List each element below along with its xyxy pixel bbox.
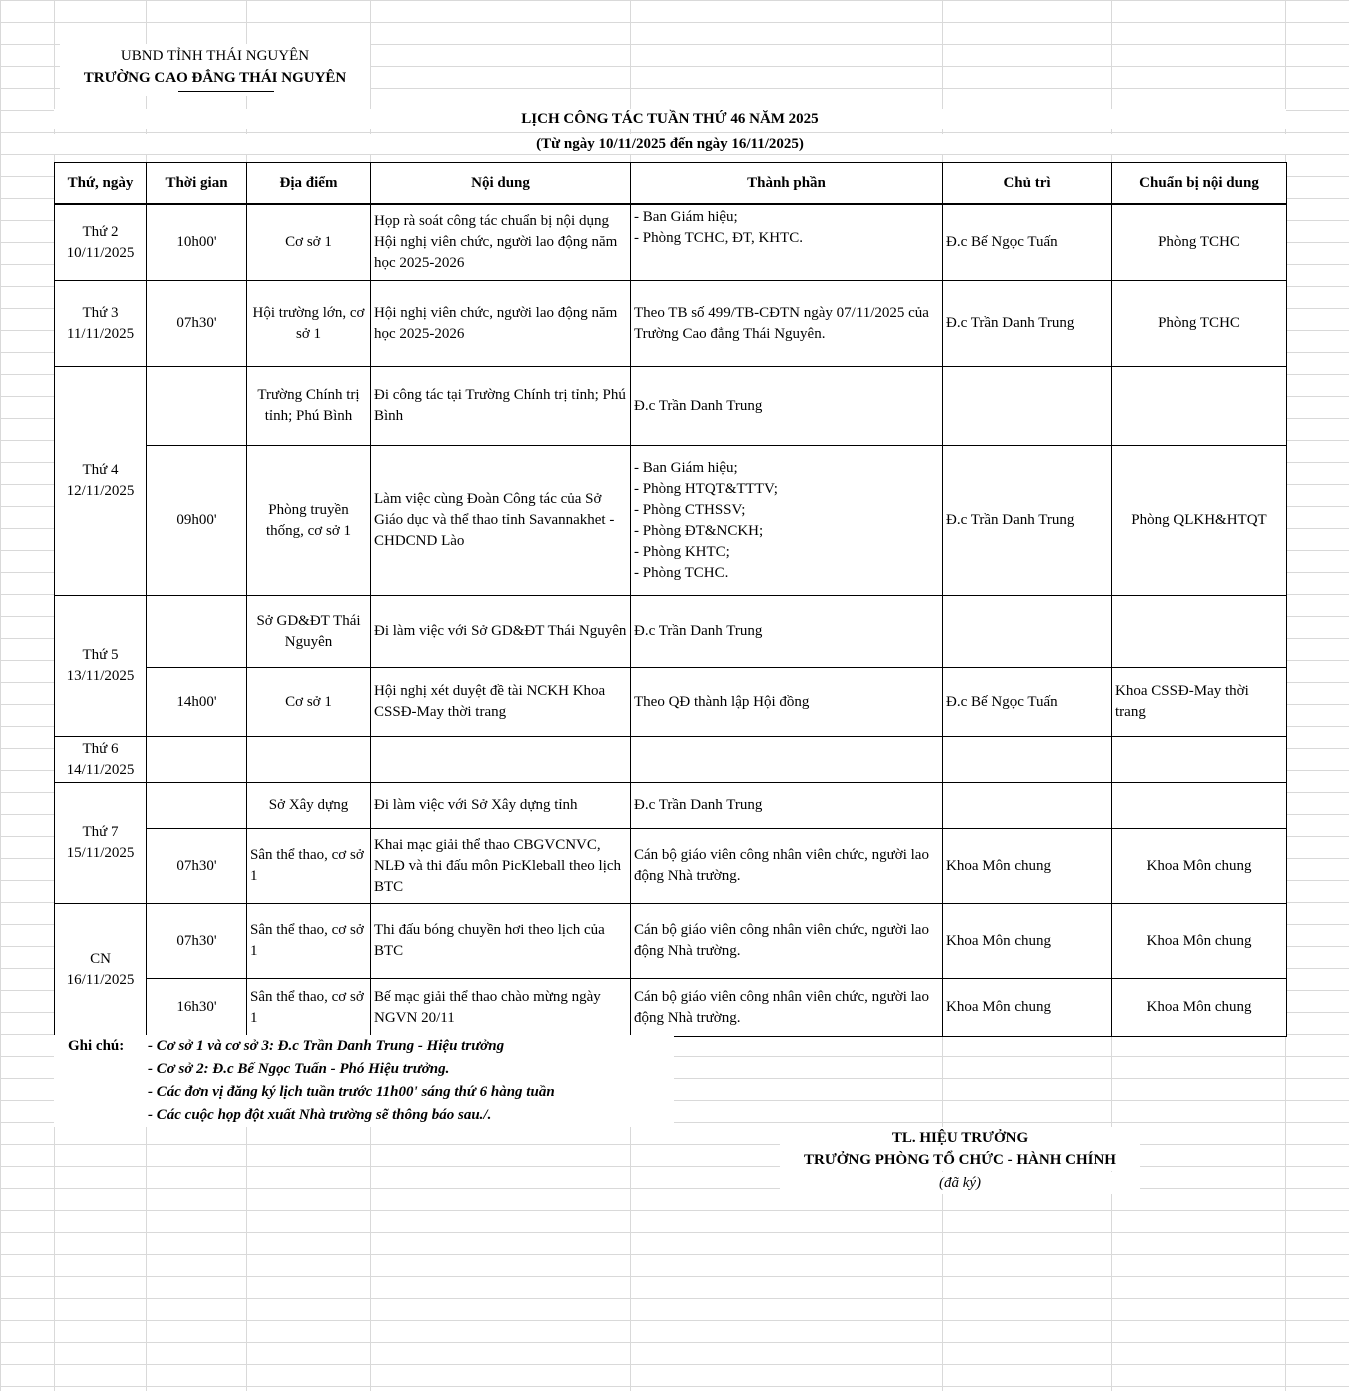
note-line: - Cơ sở 2: Đ.c Bế Ngọc Tuấn - Phó Hiệu trưởng.	[148, 1061, 450, 1077]
members-cell: Theo QĐ thành lập Hội đồng	[631, 668, 943, 737]
table-row	[55, 829, 1287, 904]
prep-cell: Khoa CSSĐ-May thời trang	[1112, 668, 1287, 737]
members-cell: Đ.c Trần Danh Trung	[631, 783, 943, 829]
content-cell: Đi công tác tại Trường Chính trị tỉnh; Phú Bình	[371, 367, 631, 446]
org-parent: UBND TỈNH THÁI NGUYÊN	[120, 48, 310, 64]
members-cell: Đ.c Trần Danh Trung	[631, 596, 943, 668]
content-cell: Thi đấu bóng chuyền hơi theo lịch của BTC	[371, 904, 631, 979]
table-row	[55, 668, 1287, 737]
chair-cell: Đ.c Trần Danh Trung	[943, 281, 1112, 367]
place-cell: Phòng truyền thống, cơ sở 1	[247, 446, 371, 596]
signature-status: (đã ký)	[780, 1172, 1140, 1194]
column-header: Thời gian	[147, 163, 247, 204]
day-label: Thứ 2	[82, 223, 119, 240]
members-cell: - Ban Giám hiệu; - Phòng TCHC, ĐT, KHTC.	[631, 205, 943, 281]
table-row	[55, 737, 1287, 783]
time-cell	[147, 367, 247, 446]
column-header: Chủ trì	[943, 163, 1112, 204]
prep-cell	[1112, 596, 1287, 668]
chair-cell: Đ.c Bế Ngọc Tuấn	[943, 668, 1112, 737]
page-title: LỊCH CÔNG TÁC TUẦN THỨ 46 NĂM 2025	[54, 109, 1286, 129]
day-date: 13/11/2025	[66, 668, 135, 684]
table-row	[55, 205, 1287, 281]
members-cell: Cán bộ giáo viên công nhân viên chức, người lao động Nhà trường.	[631, 904, 943, 979]
signature-position: TRƯỞNG PHÒNG TỔ CHỨC - HÀNH CHÍNH	[780, 1149, 1140, 1171]
signature-title: TL. HIỆU TRƯỞNG	[780, 1127, 1140, 1149]
day-cell	[55, 367, 147, 596]
time-cell	[147, 783, 247, 829]
day-label: Thứ 4	[82, 462, 119, 478]
content-cell: Khai mạc giải thể thao CBGVCNVC, NLĐ và thi đấu môn PicKleball theo lịch BTC	[371, 829, 631, 904]
prep-cell: Khoa Môn chung	[1112, 979, 1287, 1037]
table-row	[55, 446, 1287, 596]
chair-cell	[943, 367, 1112, 446]
day-date: 12/11/2025	[66, 483, 135, 499]
members-cell: - Ban Giám hiệu; - Phòng HTQT&TTTV; - Phòng CTHSSV; - Phòng ĐT&NCKH; - Phòng KHTC; - Phòng TCHC.	[631, 446, 943, 596]
column-header: Chuẩn bị nội dung	[1112, 163, 1287, 204]
chair-cell: Khoa Môn chung	[943, 979, 1112, 1037]
column-header: Địa điểm	[247, 163, 371, 204]
day-cell	[55, 904, 147, 1037]
note-line: - Các cuộc họp đột xuất Nhà trường sẽ thông báo sau./.	[148, 1107, 492, 1123]
content-cell: Bế mạc giải thể thao chào mừng ngày NGVN 20/11	[371, 979, 631, 1037]
note-line: - Cơ sở 1 và cơ sở 3: Đ.c Trần Danh Trung - Hiệu trưởng	[148, 1038, 505, 1054]
time-cell: 07h30'	[147, 829, 247, 904]
day-cell	[55, 281, 147, 367]
day-date: 16/11/2025	[66, 972, 135, 988]
time-cell: 07h30'	[147, 904, 247, 979]
content-cell: Họp rà soát công tác chuẩn bị nội dụng Hội nghị viên chức, người lao động năm học 2025-2026	[371, 205, 631, 281]
place-cell: Sân thể thao, cơ sở 1	[247, 829, 371, 904]
chair-cell: Khoa Môn chung	[943, 904, 1112, 979]
day-label: Thứ 5	[82, 647, 119, 663]
chair-cell: Khoa Môn chung	[943, 829, 1112, 904]
chair-cell: Đ.c Trần Danh Trung	[943, 446, 1112, 596]
chair-cell: Đ.c Bế Ngọc Tuấn	[943, 205, 1112, 281]
content-cell	[371, 737, 631, 783]
chair-cell	[943, 783, 1112, 829]
schedule-table	[54, 162, 1287, 1037]
members-cell	[631, 737, 943, 783]
members-cell: Đ.c Trần Danh Trung	[631, 367, 943, 446]
members-cell: Theo TB số 499/TB-CĐTN ngày 07/11/2025 của Trường Cao đẳng Thái Nguyên.	[631, 281, 943, 367]
time-cell: 07h30'	[147, 281, 247, 367]
day-date: 15/11/2025	[66, 845, 135, 861]
prep-cell: Phòng TCHC	[1112, 281, 1287, 367]
day-cell	[55, 596, 147, 737]
org-name: TRƯỜNG CAO ĐẲNG THÁI NGUYÊN	[83, 70, 347, 86]
place-cell: Sở Xây dựng	[247, 783, 371, 829]
day-date: 14/11/2025	[66, 761, 135, 778]
table-row	[55, 783, 1287, 829]
prep-cell	[1112, 783, 1287, 829]
table-row	[55, 596, 1287, 668]
prep-cell: Phòng QLKH&HTQT	[1112, 446, 1287, 596]
content-cell: Làm việc cùng Đoàn Công tác của Sở Giáo dục và thể thao tỉnh Savannakhet - CHDCND Lào	[371, 446, 631, 596]
prep-cell	[1112, 737, 1287, 783]
day-label: Thứ 7	[82, 824, 119, 840]
time-cell: 10h00'	[147, 205, 247, 281]
header-underline	[178, 91, 274, 92]
place-cell	[247, 737, 371, 783]
table-row	[55, 281, 1287, 367]
day-label: Thứ 3	[82, 304, 119, 321]
time-cell	[147, 737, 247, 783]
time-cell: 09h00'	[147, 446, 247, 596]
content-cell: Hội nghị xét duyệt đề tài NCKH Khoa CSSĐ-May thời trang	[371, 668, 631, 737]
prep-cell: Khoa Môn chung	[1112, 829, 1287, 904]
content-cell: Hội nghị viên chức, người lao động năm học 2025-2026	[371, 281, 631, 367]
place-cell: Sân thể thao, cơ sở 1	[247, 904, 371, 979]
column-header: Nội dung	[371, 163, 631, 204]
place-cell: Hội trường lớn, cơ sở 1	[247, 281, 371, 367]
table-row	[55, 904, 1287, 979]
notes-section	[54, 1035, 674, 1127]
content-cell: Đi làm việc với Sở Xây dựng tỉnh	[371, 783, 631, 829]
table-row	[55, 367, 1287, 446]
chair-cell	[943, 596, 1112, 668]
content-cell: Đi làm việc với Sở GD&ĐT Thái Nguyên	[371, 596, 631, 668]
time-cell: 14h00'	[147, 668, 247, 737]
day-cell	[55, 783, 147, 904]
chair-cell	[943, 737, 1112, 783]
day-label: Thứ 6	[82, 740, 119, 757]
prep-cell	[1112, 367, 1287, 446]
page-subtitle: (Từ ngày 10/11/2025 đến ngày 16/11/2025)	[54, 134, 1286, 154]
column-header: Thứ, ngày	[55, 163, 147, 204]
table-header-row	[55, 163, 1287, 204]
members-cell: Cán bộ giáo viên công nhân viên chức, người lao động Nhà trường.	[631, 829, 943, 904]
day-cell	[55, 737, 147, 783]
place-cell: Trường Chính trị tỉnh; Phú Bình	[247, 367, 371, 446]
notes-label: Ghi chú:	[68, 1038, 125, 1054]
place-cell: Sân thể thao, cơ sở 1	[247, 979, 371, 1037]
time-cell: 16h30'	[147, 979, 247, 1037]
column-header: Thành phần	[631, 163, 943, 204]
day-date: 11/11/2025	[66, 325, 135, 342]
prep-cell: Phòng TCHC	[1112, 205, 1287, 281]
table-row	[55, 979, 1287, 1037]
members-cell: Cán bộ giáo viên công nhân viên chức, người lao động Nhà trường.	[631, 979, 943, 1037]
day-label: CN	[90, 951, 111, 967]
prep-cell: Khoa Môn chung	[1112, 904, 1287, 979]
document-header	[60, 44, 370, 96]
time-cell	[147, 596, 247, 668]
day-cell	[55, 205, 147, 281]
note-line: - Các đơn vị đăng ký lịch tuần trước 11h00' sáng thứ 6 hàng tuần	[148, 1084, 555, 1100]
day-date: 10/11/2025	[66, 244, 135, 261]
place-cell: Cơ sở 1	[247, 205, 371, 281]
place-cell: Sở GD&ĐT Thái Nguyên	[247, 596, 371, 668]
place-cell: Cơ sở 1	[247, 668, 371, 737]
